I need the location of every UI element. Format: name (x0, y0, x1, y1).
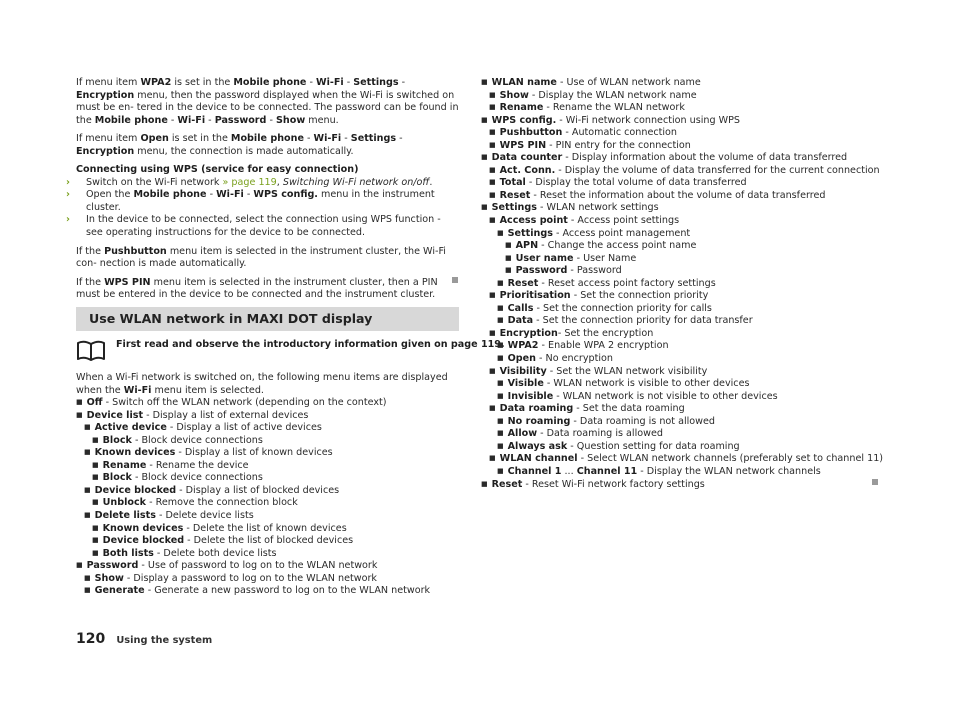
bold-term: Wi-Fi (177, 114, 206, 126)
text-run: menu in the instrument cluster. (86, 189, 435, 213)
bold-term: WPS config. (253, 189, 318, 201)
menu-item-name: Calls (507, 302, 534, 314)
text-run: - (266, 114, 276, 126)
bold-term: Mobile phone (133, 189, 207, 201)
bold-term: Encryption (76, 145, 135, 157)
menu-item-desc: - WLAN network is not visible to other devices (553, 390, 778, 402)
menu-item-desc: - Set the connection priority for data transfer (533, 315, 753, 327)
bold-term: Show (275, 114, 306, 126)
menu-item-name: Known devices (94, 447, 176, 459)
menu-item-name: Channel 1 (507, 465, 562, 477)
menu-item-desc: - Reset Wi-Fi network factory settings (522, 478, 705, 490)
bold-term: Mobile phone (233, 77, 307, 88)
menu-item (481, 253, 891, 266)
menu-item-desc: - Set the data roaming (573, 403, 685, 415)
menu-item-desc: - WLAN network settings (536, 202, 659, 214)
menu-item-desc: - Access point settings (567, 215, 680, 227)
text-run: Open the (86, 189, 134, 201)
menu-item-desc: - Switch off the WLAN network (depending on the context) (102, 397, 387, 409)
menu-item-desc: - Display the total volume of data transferred (525, 177, 747, 189)
menu-item-desc: - Set the WLAN network visibility (546, 365, 708, 377)
text-run: - (396, 133, 403, 145)
menu-item-desc: - Display a password to log on to the WLAN network (123, 572, 377, 584)
menu-item (481, 303, 891, 316)
bold-term: Settings (350, 133, 397, 145)
menu-item-desc: - WLAN network is visible to other devices (543, 378, 750, 390)
menu-item-name: Known devices (102, 522, 184, 534)
menu-item (76, 523, 460, 536)
wps-step (66, 176, 460, 190)
right-menu-tree (481, 77, 891, 491)
end-of-section-icon (872, 479, 878, 485)
menu-item-name: Settings (491, 202, 537, 214)
menu-item-name: Always ask (507, 440, 568, 452)
menu-item-name: WPS config. (491, 114, 557, 126)
menu-item-desc: - Automatic connection (562, 127, 677, 139)
menu-item-name: Block (102, 472, 132, 484)
menu-item-desc: - No encryption (536, 353, 614, 365)
menu-item (481, 353, 891, 366)
menu-item-desc: - PIN entry for the connection (546, 139, 691, 151)
menu-item (481, 466, 891, 479)
menu-item (481, 152, 891, 165)
menu-item-name: Block (102, 434, 132, 446)
text-run: Switch on the Wi-Fi network (86, 176, 223, 188)
menu-item-name: Unblock (102, 497, 147, 509)
menu-item-desc: - Reset access point factory settings (538, 277, 716, 289)
menu-item-desc: - Data roaming is allowed (537, 428, 663, 440)
menu-item (481, 127, 891, 140)
menu-item-desc: - Remove the connection block (146, 497, 298, 509)
page-number: 120 (76, 631, 106, 647)
menu-item-desc: - Set the encryption (557, 327, 654, 339)
menu-item (481, 115, 891, 128)
menu-item-name: APN (515, 240, 539, 252)
menu-item-desc: - Change the access point name (538, 240, 697, 252)
menu-item (481, 428, 891, 441)
menu-item-desc: - Block device connections (131, 434, 263, 446)
bold-term: WPA2 (140, 77, 172, 88)
menu-item (76, 560, 460, 573)
wpa2-paragraph (76, 77, 460, 127)
arrow-icon: › (66, 214, 70, 226)
end-of-section-icon (452, 277, 458, 283)
menu-item-name: Visible (507, 378, 544, 390)
menu-item-name: Data roaming (499, 403, 574, 415)
menu-item (76, 410, 460, 423)
italic-term: Switching Wi-Fi network on/off (282, 176, 430, 188)
wps-step (66, 189, 460, 214)
bold-term: Settings (353, 77, 399, 88)
menu-item-name: Encryption (499, 327, 558, 339)
menu-item-name: Pushbutton (499, 127, 563, 139)
text-run: - (341, 133, 351, 145)
menu-item-name: Generate (94, 585, 145, 597)
text-run: - (398, 77, 406, 88)
menu-item-name: Settings (507, 227, 553, 239)
text-run: menu, then the password displayed when the Wi-Fi is switched on must be en- tered in the device to be connected. The password can be found in the (76, 89, 459, 126)
menu-item-desc: - Rename the WLAN network (543, 102, 685, 114)
menu-item-desc: - Data roaming is not allowed (570, 415, 715, 427)
menu-item (481, 479, 891, 492)
menu-item (76, 497, 460, 510)
menu-item-desc: - User Name (573, 252, 637, 264)
bold-term: Wi-Fi (316, 77, 344, 88)
menu-item-desc: - Generate a new password to log on to the WLAN network (144, 585, 431, 597)
menu-item-name: Device blocked (102, 535, 185, 547)
text-run: If menu item (76, 77, 141, 88)
menu-item-desc: ... (561, 465, 577, 477)
wps-pin-paragraph (76, 277, 460, 302)
menu-item (76, 585, 460, 598)
bold-term: WPS PIN (104, 276, 151, 288)
text-run: menu. (305, 114, 339, 126)
menu-item-name: Act. Conn. (499, 164, 556, 176)
menu-item-name: Off (86, 397, 103, 409)
menu-item-desc: - Block device connections (131, 472, 263, 484)
menu-item-name: Data counter (491, 152, 563, 164)
menu-item-desc: - Use of password to log on to the WLAN network (138, 560, 378, 572)
menu-item (481, 202, 891, 215)
menu-item (481, 240, 891, 253)
menu-item-desc: - Display a list of known devices (175, 447, 333, 459)
text-run: - (343, 77, 354, 88)
menu-item-desc: - Select WLAN network channels (preferably set to channel 11) (577, 453, 884, 465)
bold-term: Password (214, 114, 267, 126)
menu-item (76, 535, 460, 548)
menu-item-name: WLAN channel (499, 453, 578, 465)
menu-item-desc: - Delete device lists (155, 510, 254, 522)
menu-item (76, 435, 460, 448)
note-text: First read and observe the introductory information given on page 119. (116, 339, 505, 350)
menu-item-name: Access point (499, 215, 568, 227)
menu-item (481, 190, 891, 203)
menu-item-desc: - Password (567, 265, 622, 277)
menu-item-name: Rename (499, 102, 544, 114)
menu-item-name: Visibility (499, 365, 547, 377)
text-run: is set in the (168, 133, 231, 145)
menu-item-name: WLAN name (491, 77, 557, 88)
menu-item-name: Active device (94, 422, 167, 434)
menu-item-name: Password (515, 265, 568, 277)
menu-item-name: Device list (86, 409, 144, 421)
menu-item-desc: - Display the WLAN network name (528, 89, 697, 101)
menu-intro-block (76, 372, 460, 598)
text-run: In the device to be connected, select the connection using WPS function - see operating instructions for the device to be connected. (86, 214, 441, 239)
menu-item-desc: - Use of WLAN network name (556, 77, 701, 88)
wps-heading: Connecting using WPS (service for easy connection) (76, 164, 359, 176)
arrow-icon: › (66, 176, 70, 188)
text-run: - (205, 114, 215, 126)
menu-item (481, 315, 891, 328)
menu-intro (76, 372, 460, 397)
menu-item (76, 422, 460, 435)
menu-item (76, 485, 460, 498)
text-run: - (303, 133, 314, 145)
footer-title: Using the system (116, 635, 213, 646)
bold-term: Mobile phone (94, 114, 168, 126)
menu-item (481, 228, 891, 241)
menu-item-desc: - Set the connection priority for calls (533, 302, 712, 314)
menu-item (481, 378, 891, 391)
text-run: - (243, 189, 254, 201)
menu-item (481, 328, 891, 341)
menu-item-desc: - Question setting for data roaming (567, 440, 740, 452)
menu-item-name: Allow (507, 428, 538, 440)
text-run: - (306, 77, 316, 88)
menu-item (481, 215, 891, 228)
menu-item (481, 177, 891, 190)
menu-item (481, 77, 891, 90)
menu-item-desc: - Delete the list of blocked devices (184, 535, 354, 547)
bold-term: Wi-Fi (216, 189, 244, 201)
menu-item-desc: - Display a list of active devices (166, 422, 322, 434)
text-run: - (167, 114, 178, 126)
menu-item-name: Device blocked (94, 484, 177, 496)
menu-item (481, 165, 891, 178)
right-column (481, 77, 891, 491)
menu-item-name: Invisible (507, 390, 554, 402)
menu-item-name: Total (499, 177, 526, 189)
menu-item-name: WPA2 (507, 340, 539, 352)
menu-item-name: Open (507, 353, 536, 365)
text-run: menu, the connection is made automatically. (134, 145, 354, 157)
menu-item (481, 403, 891, 416)
pushbutton-paragraph (76, 246, 460, 271)
text-run: If the (76, 276, 105, 288)
text-run: is set in the (171, 77, 234, 88)
menu-item-desc: - Wi-Fi network connection using WPS (556, 114, 740, 126)
bold-term: Encryption (76, 89, 135, 101)
menu-item (76, 548, 460, 561)
menu-item-name: Delete lists (94, 510, 156, 522)
text-run: . (429, 176, 433, 188)
menu-item (481, 391, 891, 404)
bold-term: Wi-Fi (313, 133, 342, 145)
arrow-icon: › (66, 189, 70, 201)
text-run: When a Wi-Fi network is switched on, the following menu items are displayed when the (76, 372, 448, 396)
menu-item-desc: - Display the WLAN network channels (637, 465, 821, 477)
menu-item-name: Rename (102, 459, 147, 471)
menu-item (481, 416, 891, 429)
menu-item (481, 340, 891, 353)
menu-item (481, 441, 891, 454)
menu-item (76, 472, 460, 485)
menu-item (481, 140, 891, 153)
menu-item-desc: - Display the volume of data transferred for the current connection (555, 164, 880, 176)
menu-item-desc: - Enable WPA 2 encryption (538, 340, 669, 352)
menu-item (481, 102, 891, 115)
menu-item-name: Both lists (102, 547, 154, 559)
menu-item-name: WPS PIN (499, 139, 547, 151)
menu-item-desc: - Access point management (552, 227, 691, 239)
menu-item-name: Prioritisation (499, 290, 571, 302)
menu-item-name: Reset (507, 277, 539, 289)
menu-item (481, 90, 891, 103)
text-run: If menu item (76, 133, 141, 145)
page-footer (76, 628, 212, 647)
bold-term: Open (140, 133, 169, 145)
menu-item (76, 460, 460, 473)
open-book-icon (76, 339, 106, 361)
menu-item-desc: - Delete both device lists (153, 547, 277, 559)
menu-item-name: Show (499, 89, 529, 101)
bold-term: Mobile phone (230, 133, 304, 145)
menu-item-desc: - Display a list of blocked devices (176, 484, 340, 496)
open-paragraph (76, 133, 460, 158)
menu-item-name: Data (507, 315, 534, 327)
bold-term: Wi-Fi (123, 384, 152, 396)
menu-item-desc: - Set the connection priority (570, 290, 709, 302)
menu-item (76, 447, 460, 460)
text-run: If the (76, 245, 105, 257)
left-column (66, 77, 460, 308)
menu-item-desc: - Display a list of external devices (143, 409, 309, 421)
menu-item-desc: - Delete the list of known devices (183, 522, 347, 534)
wps-step (66, 214, 460, 239)
menu-item-name: Reset (491, 478, 523, 490)
left-menu-tree (76, 397, 460, 598)
menu-item-name: Show (94, 572, 124, 584)
text-run: menu item is selected in the instrument cluster, then a PIN must be entered in the device to be connected and the instrument cluster. (76, 276, 438, 301)
text-run: menu item is selected. (151, 384, 264, 396)
menu-item-name: User name (515, 252, 574, 264)
text-run: - (206, 189, 217, 201)
menu-item (76, 397, 460, 410)
page-link[interactable]: » page 119 (222, 176, 277, 188)
section-heading: Use WLAN network in MAXI DOT display (76, 307, 459, 331)
menu-item-name: Reset (499, 189, 531, 201)
menu-item-name: Channel 11 (576, 465, 638, 477)
text-run: , (276, 176, 283, 188)
menu-item (481, 265, 891, 278)
menu-item (481, 453, 891, 466)
menu-item (76, 573, 460, 586)
menu-item (76, 510, 460, 523)
text-run: menu item is selected in the instrument cluster, the Wi-Fi con- nection is made automatically. (76, 245, 446, 270)
menu-item (481, 278, 891, 291)
menu-item-desc: - Rename the device (146, 459, 249, 471)
menu-item (481, 290, 891, 303)
wps-steps (66, 176, 460, 240)
menu-item (481, 366, 891, 379)
bold-term: Pushbutton (104, 245, 167, 257)
menu-item-desc: - Reset the information about the volume of data transferred (530, 189, 826, 201)
menu-item-name: No roaming (507, 415, 571, 427)
menu-item-desc: - Display information about the volume of data transferred (562, 152, 848, 164)
menu-item-name: Password (86, 560, 139, 572)
note-box (76, 339, 505, 361)
